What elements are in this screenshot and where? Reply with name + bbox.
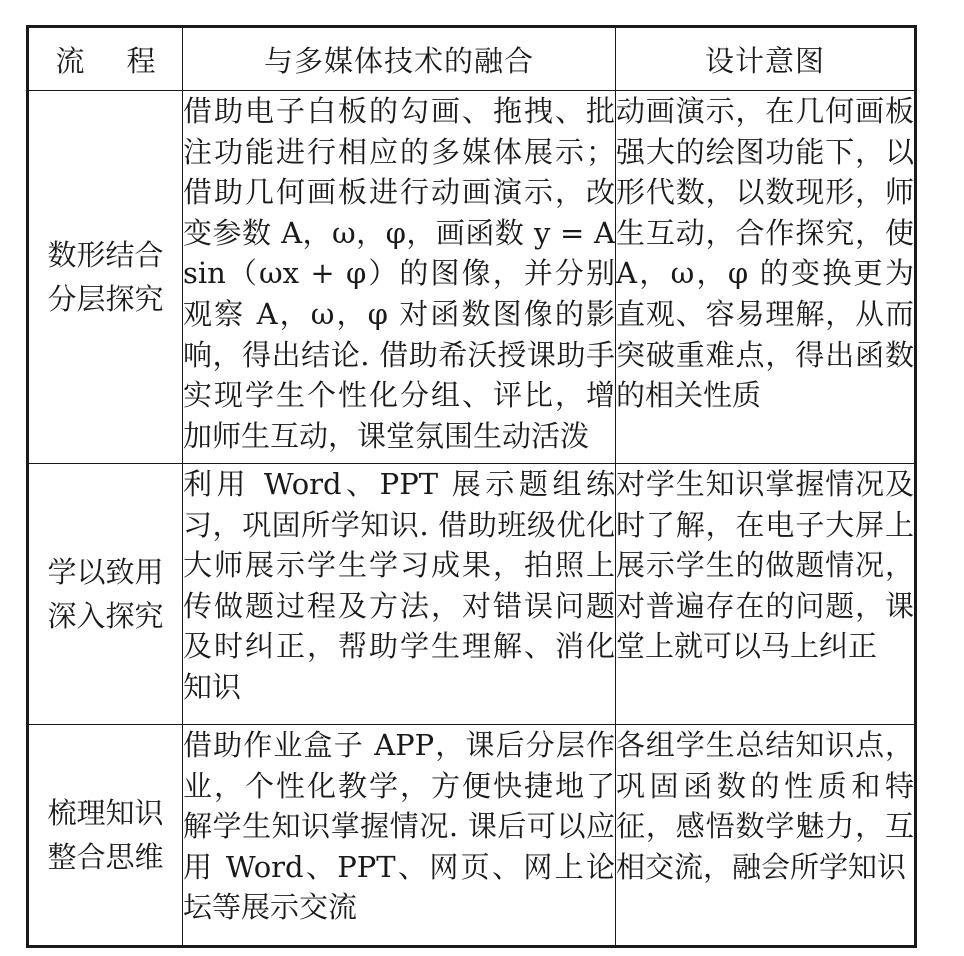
header-process-label: 流程 [55,43,198,78]
stage-cell [28,91,183,464]
stage-cell [28,725,183,947]
header-design-intent: 设计意图 [616,27,916,91]
intent-cell: 动画演示，在几何画板强大的绘图功能下，以形代数，以数现形，师生互动，合作探究，使 A，ω，φ 的变换更为直观、容易理解，从而突破重难点，得出函数的相关性质 [616,91,916,464]
process-table [26,25,917,948]
table-row [28,91,916,464]
stage-line: 数形结合 [47,238,164,272]
stage-line: 梳理知识 [47,796,164,830]
stage-line: 深入探究 [47,599,164,633]
header-process [28,27,198,91]
stage-line: 学以致用 [47,555,164,589]
table-row [28,464,916,725]
header-multimedia-fusion: 与多媒体技术的融合 [183,27,616,91]
fusion-cell: 借助电子白板的勾画、拖拽、批注功能进行相应的多媒体展示；借助几何画板进行动画演示，改变参数 A，ω，φ，画函数 y = Asin（ωx + φ）的图像，并分别观察 A，ω，φ 对函数图像的影响，得出结论. 借助希沃授课助手实现学生个性化分组、评比，增加师生互动，课堂氛围生动活泼 [183,91,616,464]
fusion-cell: 利用 Word、PPT 展示题组练习，巩固所学知识. 借助班级优化大师展示学生学习成果，拍照上传做题过程及方法，对错误问题及时纠正，帮助学生理解、消化知识 [183,464,616,725]
stage-line: 整合思维 [47,840,164,874]
intent-cell: 各组学生总结知识点，巩固函数的性质和特征，感悟数学魅力，互相交流，融会所学知识 [616,725,916,947]
fusion-cell: 借助作业盒子 APP，课后分层作业，个性化教学，方便快捷地了解学生知识掌握情况. 课后可以应用 Word、PPT、网页、网上论坛等展示交流 [183,725,616,947]
stage-line: 分层探究 [47,282,164,316]
header-row [28,27,916,91]
stage-cell [28,464,183,725]
table-row [28,725,916,947]
intent-cell: 对学生知识掌握情况及时了解，在电子大屏上展示学生的做题情况，对普遍存在的问题，课堂上就可以马上纠正 [616,464,916,725]
